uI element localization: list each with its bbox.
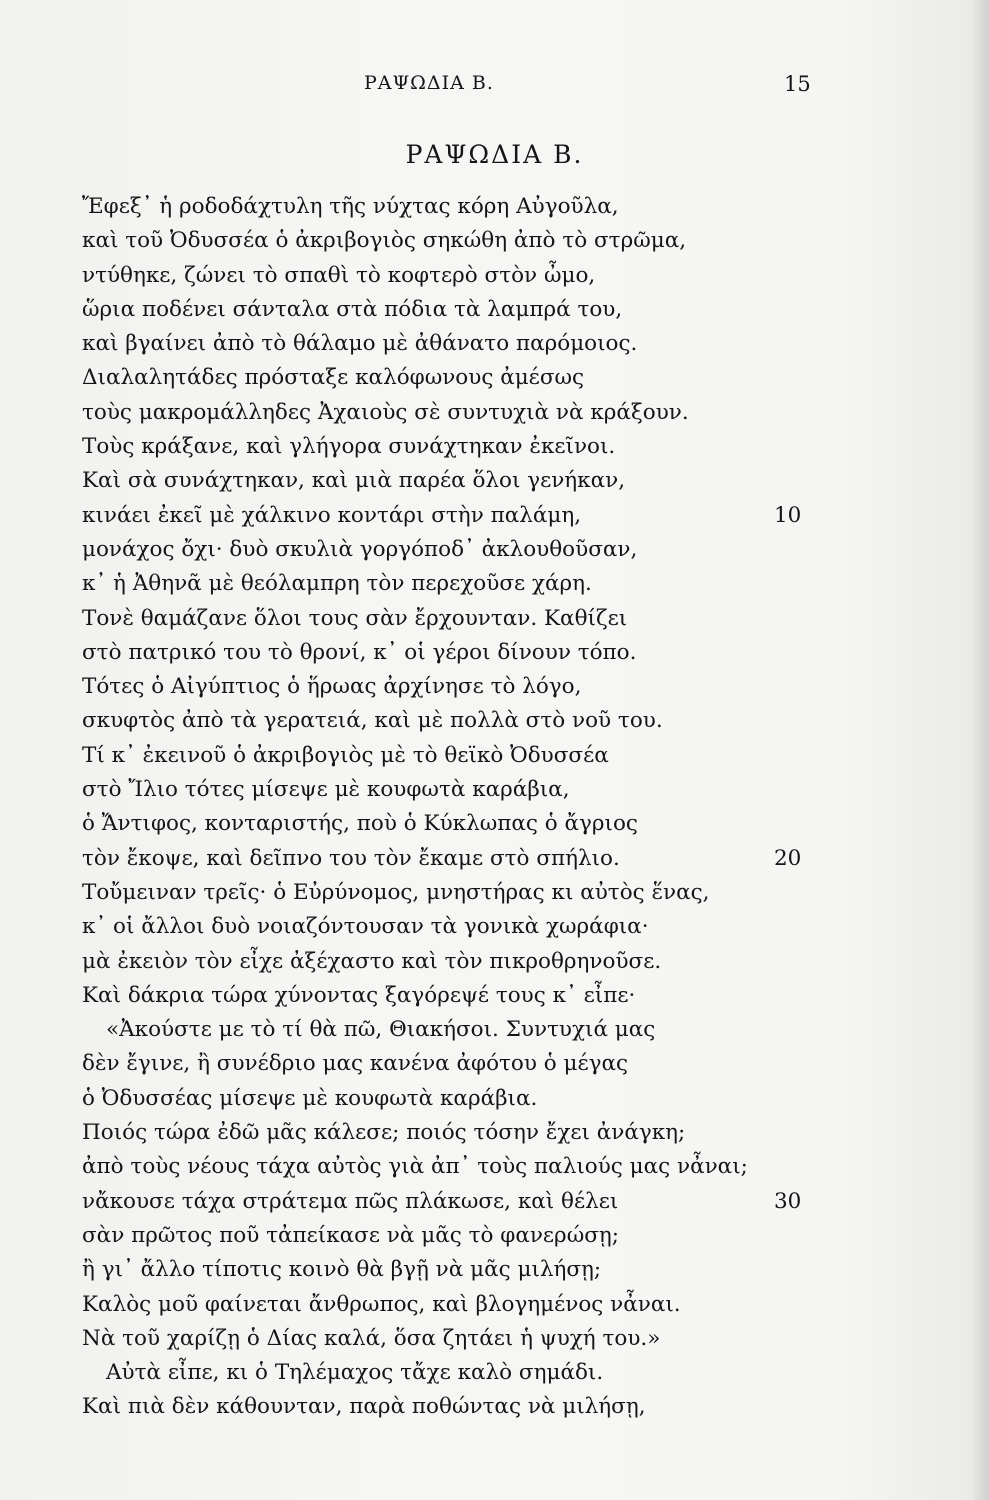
verse-line-text: καὶ βγαίνει ἀπὸ τὸ θάλαμο μὲ ἀθάνατο παρόμοιος.: [82, 331, 638, 357]
verse-line: [82, 1150, 832, 1184]
verse-line: [82, 1253, 832, 1287]
verse-line: [82, 876, 832, 910]
verse-line: [82, 842, 832, 876]
verse-line-text: Καὶ πιὰ δὲν κάθουνταν, παρὰ ποθώντας νὰ μιλήσῃ,: [82, 1394, 646, 1420]
verse-line: [82, 464, 832, 498]
verse-line-text: Τί κ᾽ ἐκεινοῦ ὁ ἀκριβογιὸς μὲ τὸ θεϊκὸ Ὀδυσσέα: [82, 742, 609, 768]
verse-line-text: τοὺς μακρομάλληδες Ἀχαιοὺς σὲ συντυχιὰ νὰ κράξουν.: [82, 399, 689, 425]
verse-line-text: καὶ τοῦ Ὀδυσσέα ὁ ἀκριβογιὸς σηκώθη ἀπὸ τὸ στρῶμα,: [82, 228, 687, 254]
verse-line: [82, 327, 832, 361]
line-number: 10: [774, 502, 802, 528]
verse-line-text: Αὐτὰ εἶπε, κι ὁ Τηλέμαχος τἄχε καλὸ σημάδι.: [106, 1360, 604, 1386]
verse-line-text: ὥρια ποδένει σάνταλα στὰ πόδια τὰ λαμπρά του,: [82, 296, 623, 322]
verse-line: [82, 361, 832, 395]
verse-line-text: Διαλαλητάδες πρόσταξε καλόφωνους ἀμέσως: [82, 365, 585, 391]
verse-line-text: δὲν ἔγινε, ἢ συνέδριο μας κανένα ἀφότου ὁ μέγας: [82, 1051, 629, 1077]
verse-line-text: νἄκουσε τάχα στράτεμα πῶς πλάκωσε, καὶ θέλει: [82, 1188, 619, 1214]
verse-line: [82, 704, 832, 738]
verse-line: [82, 259, 832, 293]
verse-line: [82, 773, 832, 807]
verse-line-text: ἀπὸ τοὺς νέους τάχα αὐτὸς γιὰ ἀπ᾽ τοὺς παλιούς μας νἆναι;: [82, 1154, 748, 1180]
verse-line: [82, 1219, 832, 1253]
verse-line-text: τὸν ἔκοψε, καὶ δεῖπνο του τὸν ἔκαμε στὸ σπήλιο.: [82, 845, 620, 871]
verse-line-text: Καλὸς μοῦ φαίνεται ἄνθρωπος, καὶ βλογημένος νἆναι.: [82, 1291, 681, 1317]
verse-line: [82, 396, 832, 430]
verse-line-text: Νὰ τοῦ χαρίζῃ ὁ Δίας καλά, ὅσα ζητάει ἡ ψυχή του.»: [82, 1325, 661, 1351]
verse-line: [82, 1390, 832, 1424]
verse-line-text: Καὶ δάκρια τώρα χύνοντας ξαγόρεψέ τους κ᾽ εἶπε·: [82, 982, 636, 1008]
verse-line: [82, 430, 832, 464]
verse-line-text: ὁ Ἄντιφος, κονταριστής, ποὺ ὁ Κύκλωπας ὁ ἄγριος: [82, 811, 638, 837]
verse-line-text: ἢ γι᾽ ἄλλο τίποτις κοινὸ θὰ βγῇ νὰ μᾶς μιλήσῃ;: [82, 1257, 602, 1283]
verse-line-text: Καὶ σὰ συνάχτηκαν, καὶ μιὰ παρέα ὅλοι γενήκαν,: [82, 468, 626, 494]
verse-line-text: σκυφτὸς ἀπὸ τὰ γερατειά, καὶ μὲ πολλὰ στὸ νοῦ του.: [82, 708, 663, 734]
verse-line: [82, 910, 832, 944]
verse-line-text: Τονὲ θαμάζανε ὅλοι τους σὰν ἔρχουνταν. Καθίζει: [82, 605, 628, 631]
verse-line: [82, 293, 832, 327]
verse-line: [82, 945, 832, 979]
page-edge: [973, 0, 989, 1500]
verse-line: [82, 807, 832, 841]
verse-line-text: κ᾽ οἱ ἄλλοι δυὸ νοιαζόντουσαν τὰ γονικὰ χωράφια·: [82, 914, 649, 940]
verse-line-text: Τοὺς κράξανε, καὶ γλήγορα συνάχτηκαν ἐκεῖνοι.: [82, 434, 616, 460]
page-number: 15: [784, 72, 811, 96]
verse-line: [82, 499, 832, 533]
verse-line: [82, 1082, 832, 1116]
verse-line: [82, 670, 832, 704]
verse-line: [82, 739, 832, 773]
verse-block: [82, 190, 832, 1425]
verse-line-text: ντύθηκε, ζώνει τὸ σπαθὶ τὸ κοφτερὸ στὸν ὦμο,: [82, 262, 596, 288]
verse-line-text: Τότες ὁ Αἰγύπτιος ὁ ἥρωας ἀρχίνησε τὸ λόγο,: [82, 674, 582, 700]
verse-line: [82, 1013, 832, 1047]
verse-line-text: σὰν πρῶτος ποῦ τἀπείκασε νὰ μᾶς τὸ φανερώσῃ;: [82, 1222, 620, 1248]
verse-line-text: ὁ Ὀδυσσέας μίσεψε μὲ κουφωτὰ καράβια.: [82, 1085, 538, 1111]
verse-line: [82, 979, 832, 1013]
verse-line: [82, 636, 832, 670]
verse-line-text: μονάχος ὄχι· δυὸ σκυλιὰ γοργόποδ᾽ ἀκλουθοῦσαν,: [82, 536, 638, 562]
verse-line-text: «Ἀκούστε με τὸ τί θὰ πῶ, Θιακήσοι. Συντυχιά μας: [106, 1017, 656, 1043]
running-title: ΡΑΨΩΔΙΑ Β.: [364, 72, 494, 94]
verse-line: [82, 533, 832, 567]
verse-line-text: Τοὔμειναν τρεῖς· ὁ Εὐρύνομος, μνηστήρας κι αὐτὸς ἕνας,: [82, 879, 710, 905]
verse-line: [82, 1047, 832, 1081]
verse-line-text: Ποιός τώρα ἐδῶ μᾶς κάλεσε; ποιός τόσην ἔχει ἀνάγκη;: [82, 1120, 686, 1146]
line-number: 30: [774, 1188, 802, 1214]
line-number: 20: [774, 845, 802, 871]
verse-line: [82, 224, 832, 258]
verse-line: [82, 602, 832, 636]
chapter-title: ΡΑΨΩΔΙΑ Β.: [405, 140, 584, 169]
verse-line: [82, 190, 832, 224]
verse-line: [82, 567, 832, 601]
verse-line-text: κ᾽ ἡ Ἀθηνᾶ μὲ θεόλαμπρη τὸν περεχοῦσε χάρη.: [82, 571, 592, 597]
verse-line-text: στὸ πατρικό του τὸ θρονί, κ᾽ οἱ γέροι δίνουν τόπο.: [82, 639, 637, 665]
verse-line: [82, 1116, 832, 1150]
verse-line: [82, 1322, 832, 1356]
verse-line: [82, 1185, 832, 1219]
verse-line: [82, 1356, 832, 1390]
running-head: [0, 72, 989, 102]
verse-line-text: κινάει ἐκεῖ μὲ χάλκινο κοντάρι στὴν παλάμη,: [82, 502, 582, 528]
verse-line: [82, 1288, 832, 1322]
verse-line-text: Ἔφεξ᾽ ἡ ροδοδάχτυλη τῆς νύχτας κόρη Αὐγοῦλα,: [82, 194, 619, 219]
verse-line-text: μὰ ἐκειὸν τὸν εἶχε ἀξέχαστο καὶ τὸν πικροθρηνοῦσε.: [82, 948, 662, 974]
verse-line-text: στὸ Ἴλιο τότες μίσεψε μὲ κουφωτὰ καράβια,: [82, 777, 570, 803]
